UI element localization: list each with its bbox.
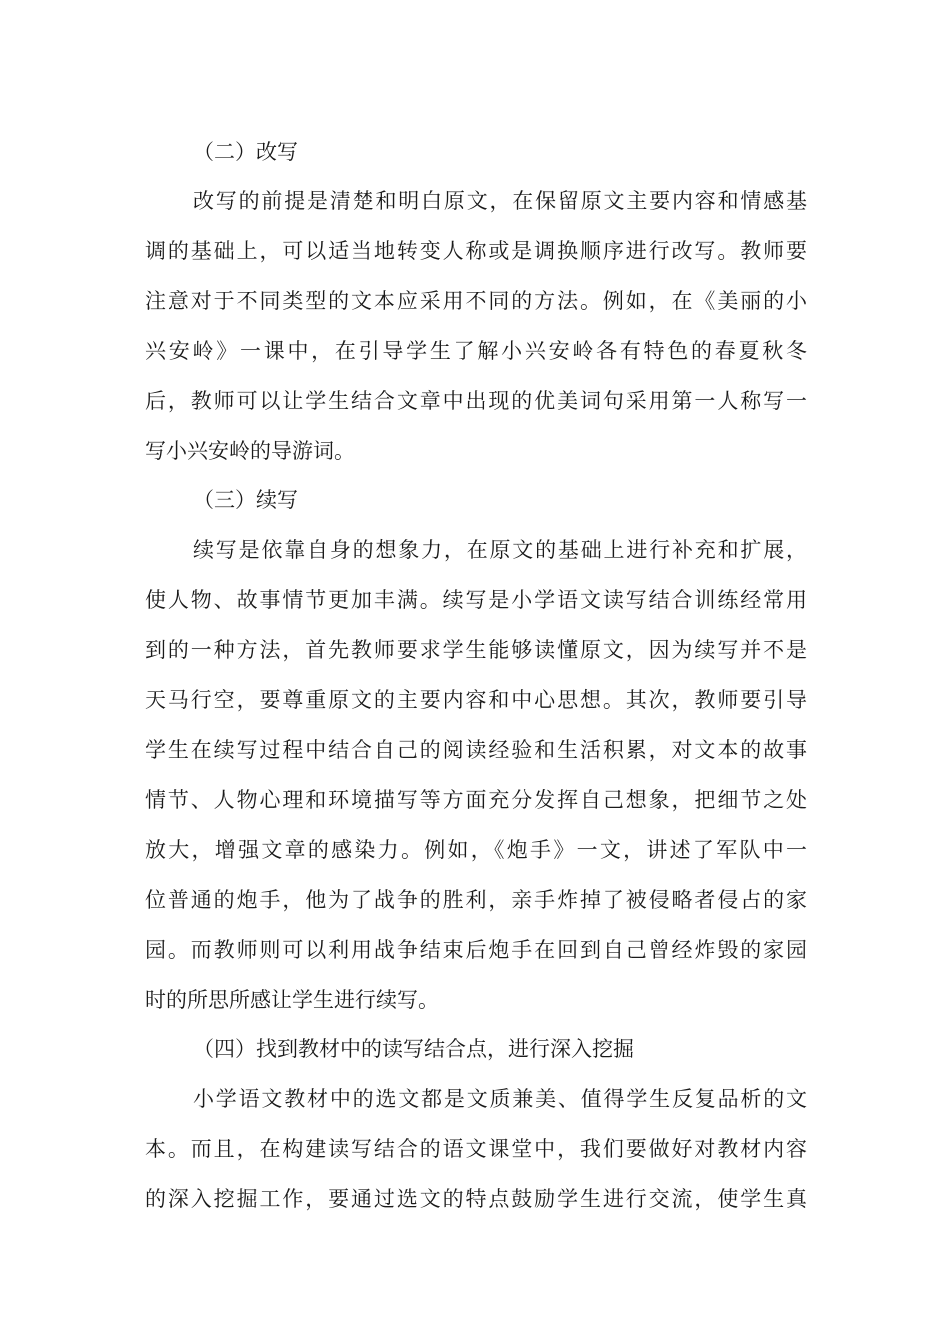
paragraph-line: 续写是依靠自身的想象力，在原文的基础上进行补充和扩展， [193, 538, 807, 562]
paragraph-line: 天马行空，要尊重原文的主要内容和中心思想。其次，教师要引导 [145, 688, 807, 712]
paragraph-line: 情节、人物心理和环境描写等方面充分发挥自己想象，把细节之处 [145, 788, 807, 812]
paragraph-line: 调的基础上，可以适当地转变人称或是调换顺序进行改写。教师要 [145, 239, 807, 263]
paragraph-line: 到的一种方法，首先教师要求学生能够读懂原文，因为续写并不是 [145, 638, 807, 662]
paragraph-line: 使人物、故事情节更加丰满。续写是小学语文读写结合训练经常用 [145, 588, 807, 612]
paragraph-line: 学生在续写过程中结合自己的阅读经验和生活积累，对文本的故事 [145, 738, 807, 762]
paragraph-line: 位普通的炮手，他为了战争的胜利，亲手炸掉了被侵略者侵占的家 [145, 888, 807, 912]
paragraph-line: 写小兴安岭的导游词。 [145, 439, 355, 463]
paragraph-line: 小学语文教材中的选文都是文质兼美、值得学生反复品析的文 [193, 1087, 807, 1111]
paragraph-line: 的深入挖掘工作，要通过选文的特点鼓励学生进行交流，使学生真 [145, 1187, 807, 1211]
paragraph-line: 园。而教师则可以利用战争结束后炮手在回到自己曾经炸毁的家园 [145, 938, 807, 962]
paragraph-line: 注意对于不同类型的文本应采用不同的方法。例如，在《美丽的小 [145, 289, 807, 313]
paragraph-line: 后，教师可以让学生结合文章中出现的优美词句采用第一人称写一 [145, 389, 807, 413]
paragraph-line: 兴安岭》一课中，在引导学生了解小兴安岭各有特色的春夏秋冬 [145, 339, 807, 363]
paragraph-line: 放大，增强文章的感染力。例如，《炮手》一文，讲述了军队中一 [145, 838, 807, 862]
section-heading-continuation: （三）续写 [193, 488, 298, 512]
paragraph-line: 本。而且，在构建读写结合的语文课堂中，我们要做好对教材内容 [145, 1137, 807, 1161]
paragraph-line: 改写的前提是清楚和明白原文，在保留原文主要内容和情感基 [193, 189, 807, 213]
paragraph-line: 时的所思所感让学生进行续写。 [145, 988, 439, 1012]
section-heading-rewrite: （二）改写 [193, 140, 298, 164]
section-heading-reading-writing-points: （四）找到教材中的读写结合点，进行深入挖掘 [193, 1037, 634, 1061]
